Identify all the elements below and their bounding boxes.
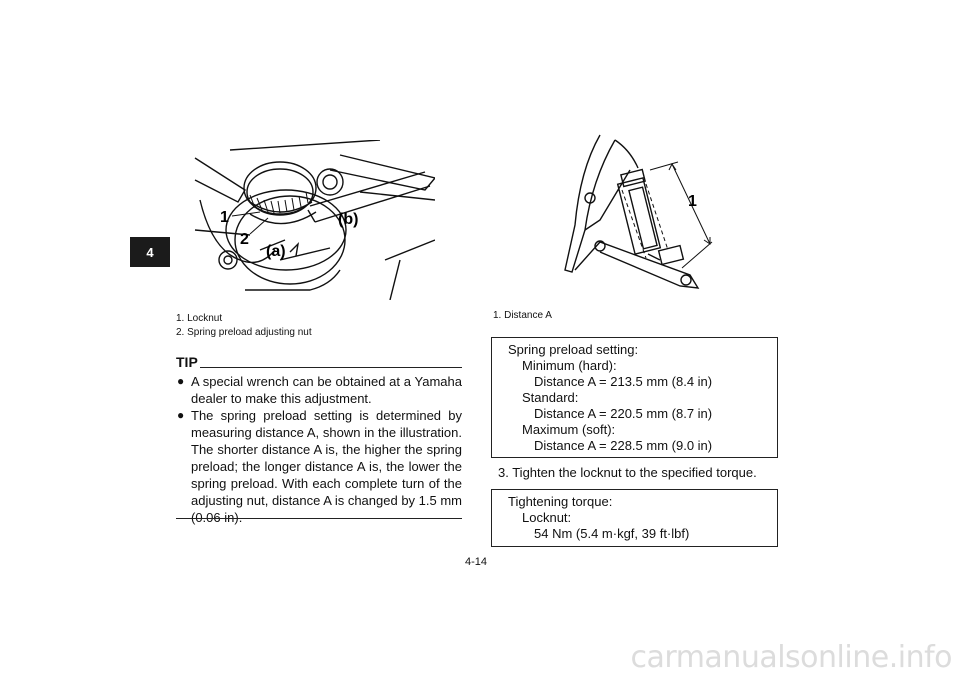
spring-preload-spec-box — [491, 337, 778, 458]
watermark: carmanualsonline.info — [630, 640, 952, 675]
callout-2: 2 — [240, 231, 249, 248]
torque-item-value: 54 Nm (5.4 m·kgf, 39 ft·lbf) — [534, 526, 690, 541]
tip-heading: TIP — [176, 355, 462, 369]
spec-std-value: Distance A = 220.5 mm (8.7 in) — [534, 406, 713, 421]
step-3: 3. Tighten the locknut to the specified torque. — [498, 465, 757, 480]
spec-title: Spring preload setting: — [508, 342, 639, 357]
left-figure-captions — [176, 312, 312, 340]
shock-adjuster-illustration — [190, 140, 435, 300]
torque-title: Tightening torque: — [508, 494, 613, 509]
spec-max-value: Distance A = 228.5 mm (9.0 in) — [534, 438, 713, 453]
spec-max-label: Maximum (soft): — [522, 422, 616, 437]
spec-min-value: Distance A = 213.5 mm (8.4 in) — [534, 374, 713, 389]
callout-a: (a) — [266, 243, 286, 260]
tip-item: ● A special wrench can be obtained at a Yamaha dealer to make this adjustment. — [177, 374, 462, 406]
page-number: 4-14 — [465, 556, 488, 568]
spec-std-label: Standard: — [522, 390, 579, 405]
bullet-icon: ● — [177, 408, 185, 422]
torque-item-label: Locknut: — [522, 510, 572, 525]
tip-body — [176, 373, 462, 526]
tightening-torque-box — [491, 489, 778, 547]
shock-distance-illustration — [560, 130, 730, 295]
bullet-icon: ● — [177, 374, 185, 388]
section-tab: 4 — [130, 237, 170, 267]
callout-distance-a: 1 — [688, 193, 697, 210]
callout-b: (b) — [338, 211, 359, 228]
caption-locknut: 1. Locknut — [176, 313, 223, 324]
right-figure-captions — [493, 309, 552, 323]
spec-min-label: Minimum (hard): — [522, 358, 617, 373]
caption-distance-a: 1. Distance A — [493, 310, 552, 321]
tip-item: ● The spring preload setting is determined by measuring distance A, shown in the illustration. The shorter distance A is, the higher the spring preload; the longer distance A is, the lower the spring preload. With each complete turn of the adjusting nut, distance A is changed by 1.5 mm (0.06 in). — [177, 408, 463, 525]
callout-1: 1 — [220, 209, 229, 226]
caption-adjusting-nut: 2. Spring preload adjusting nut — [176, 327, 312, 338]
tip-end-rule — [176, 518, 462, 519]
